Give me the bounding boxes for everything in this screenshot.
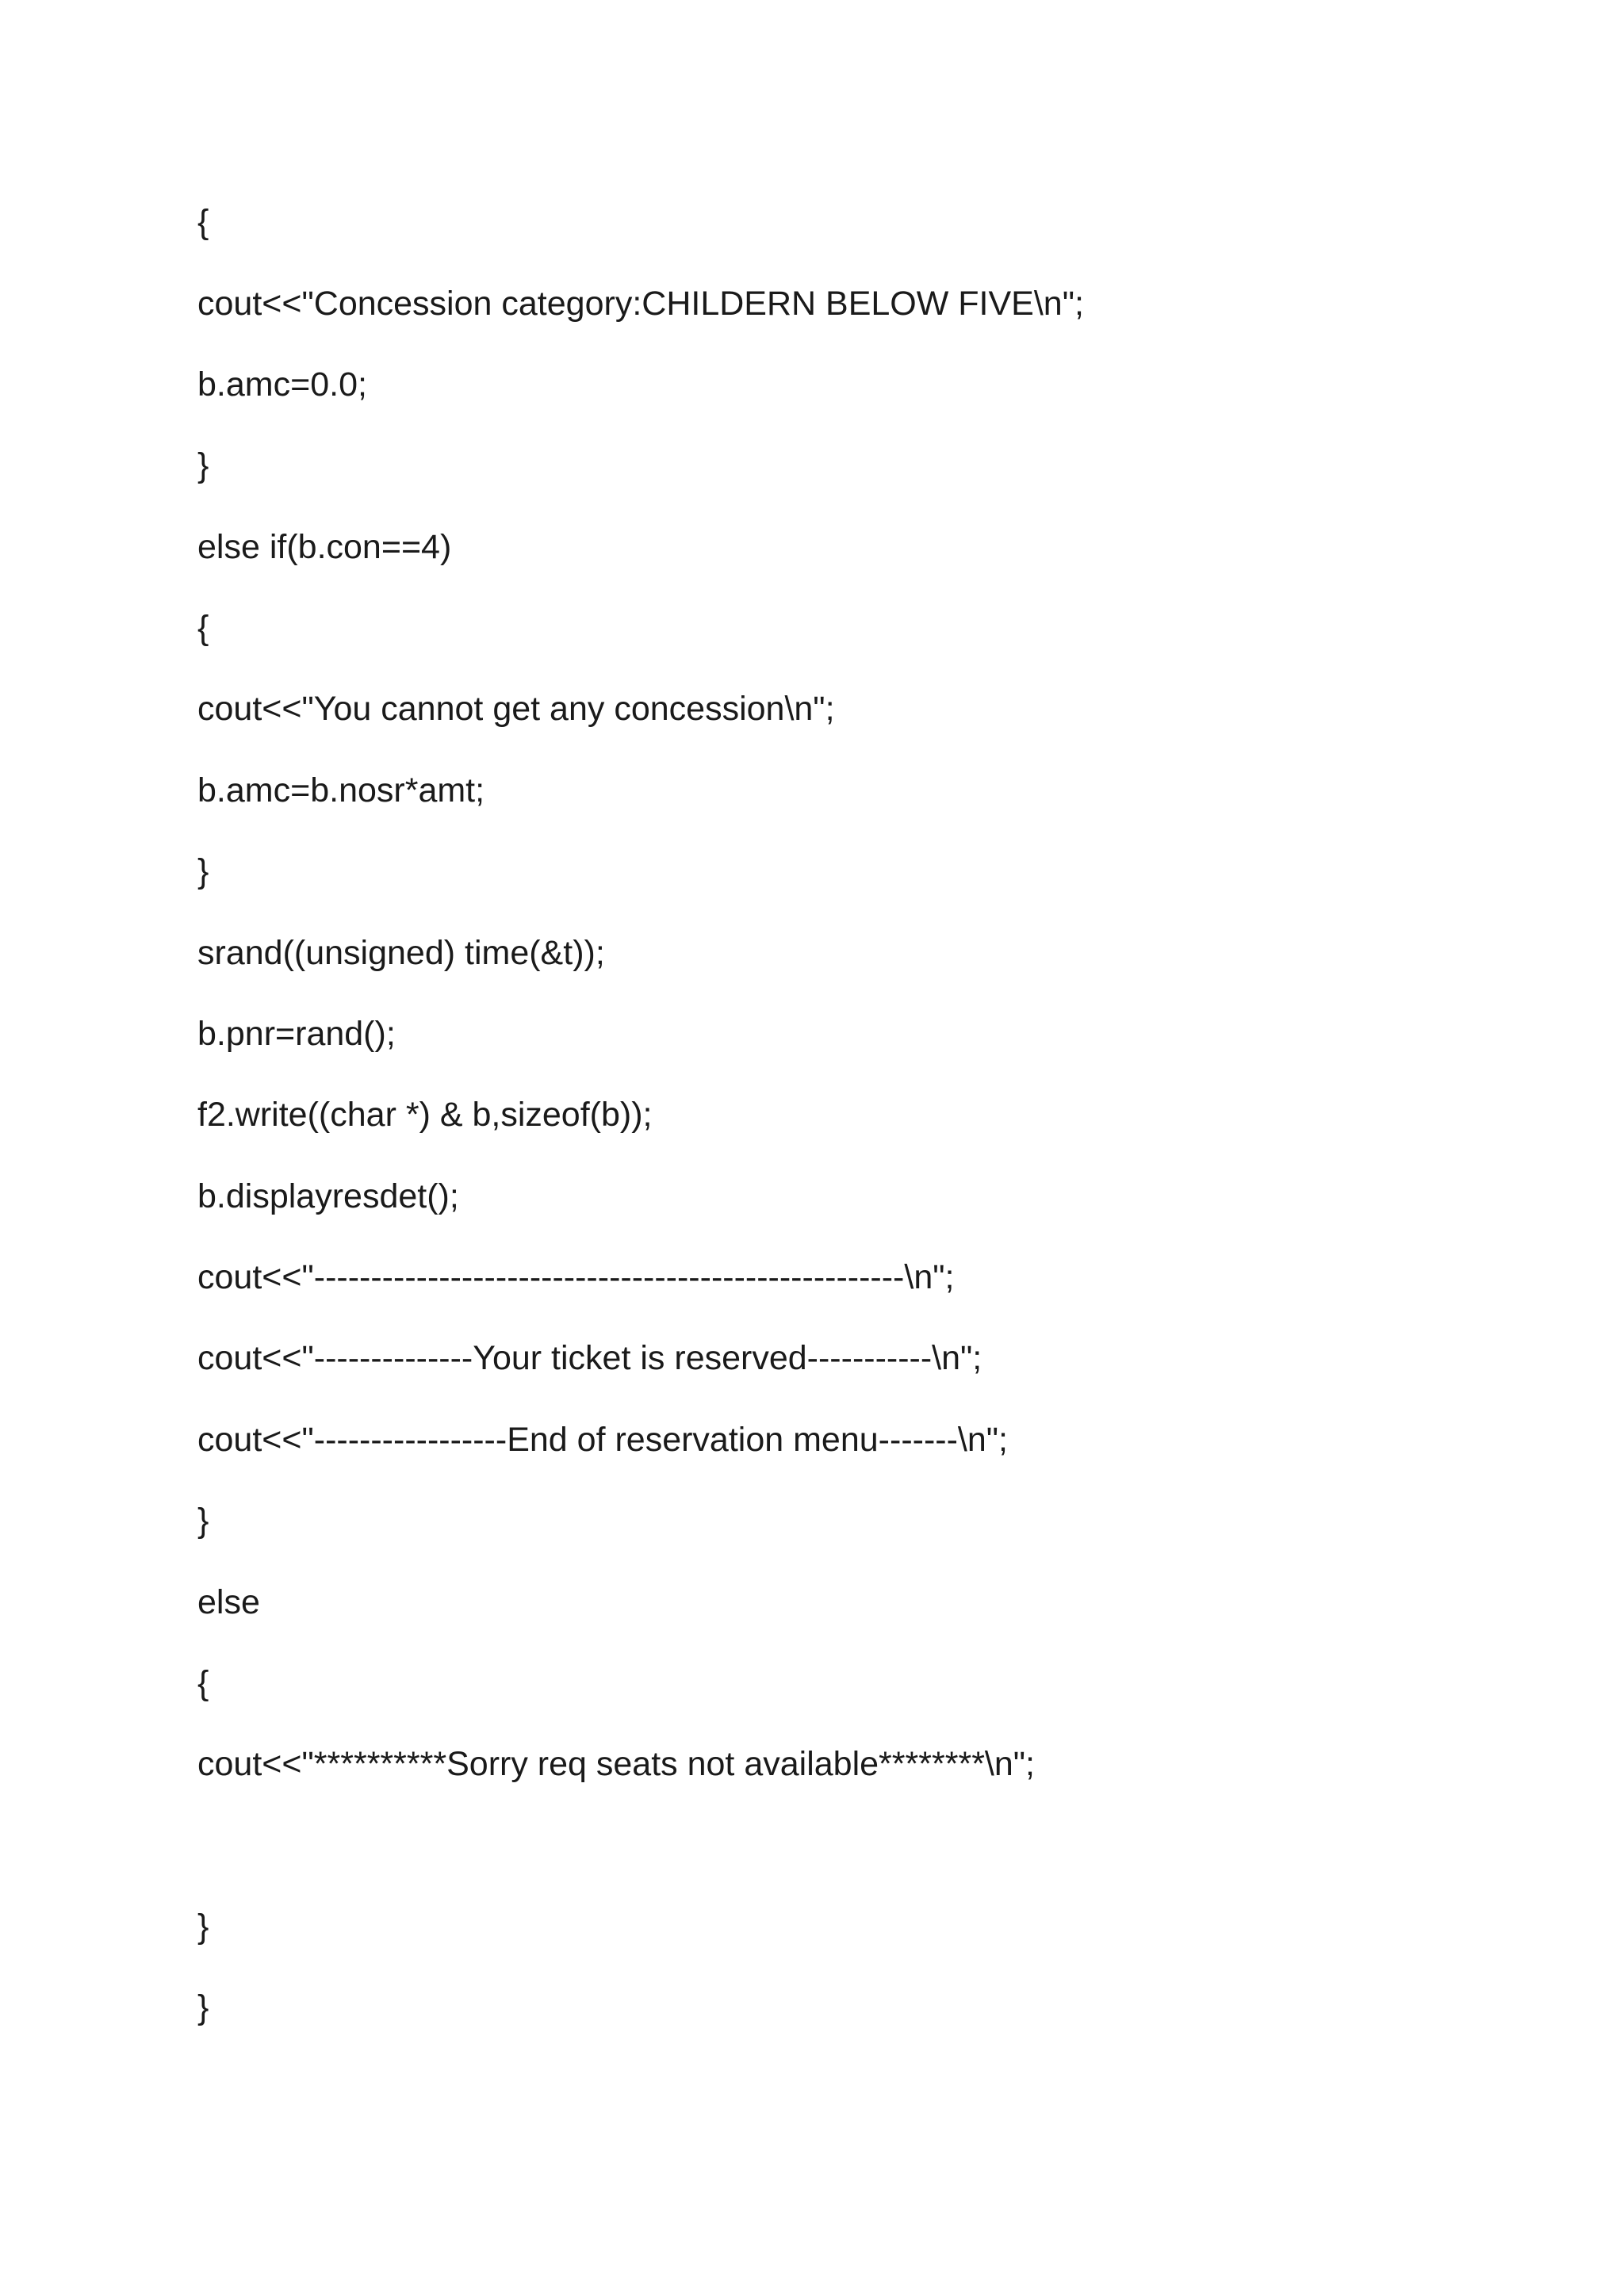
code-line: } bbox=[197, 446, 209, 484]
code-line: } bbox=[197, 1988, 209, 2026]
code-line: } bbox=[197, 1908, 209, 1946]
code-line: b.displayresdet(); bbox=[197, 1177, 459, 1215]
code-line: else if(b.con==4) bbox=[197, 528, 452, 566]
code-line: b.amc=b.nosr*amt; bbox=[197, 771, 485, 809]
code-line: else bbox=[197, 1583, 260, 1621]
code-line: { bbox=[197, 609, 209, 647]
code-line: cout<<"-----------------End of reservation menu-------\n"; bbox=[197, 1421, 1008, 1459]
code-line: { bbox=[197, 203, 209, 241]
code-line: f2.write((char *) & b,sizeof(b)); bbox=[197, 1096, 653, 1134]
code-line: } bbox=[197, 1502, 209, 1540]
code-line: { bbox=[197, 1664, 209, 1702]
code-line: b.amc=0.0; bbox=[197, 365, 367, 404]
code-line: cout<<"Concession category:CHILDERN BELOW FIVE\n"; bbox=[197, 285, 1084, 323]
code-line: cout<<"You cannot get any concession\n"; bbox=[197, 690, 835, 728]
code-line: srand((unsigned) time(&t)); bbox=[197, 934, 605, 972]
code-line: cout<<"--------------Your ticket is reserved-----------\n"; bbox=[197, 1339, 982, 1377]
code-line: cout<<"----------------------------------------------------\n"; bbox=[197, 1258, 955, 1296]
code-line: b.pnr=rand(); bbox=[197, 1015, 396, 1053]
code-line: cout<<"**********Sorry req seats not available********\n"; bbox=[197, 1745, 1035, 1783]
code-line: } bbox=[197, 852, 209, 890]
